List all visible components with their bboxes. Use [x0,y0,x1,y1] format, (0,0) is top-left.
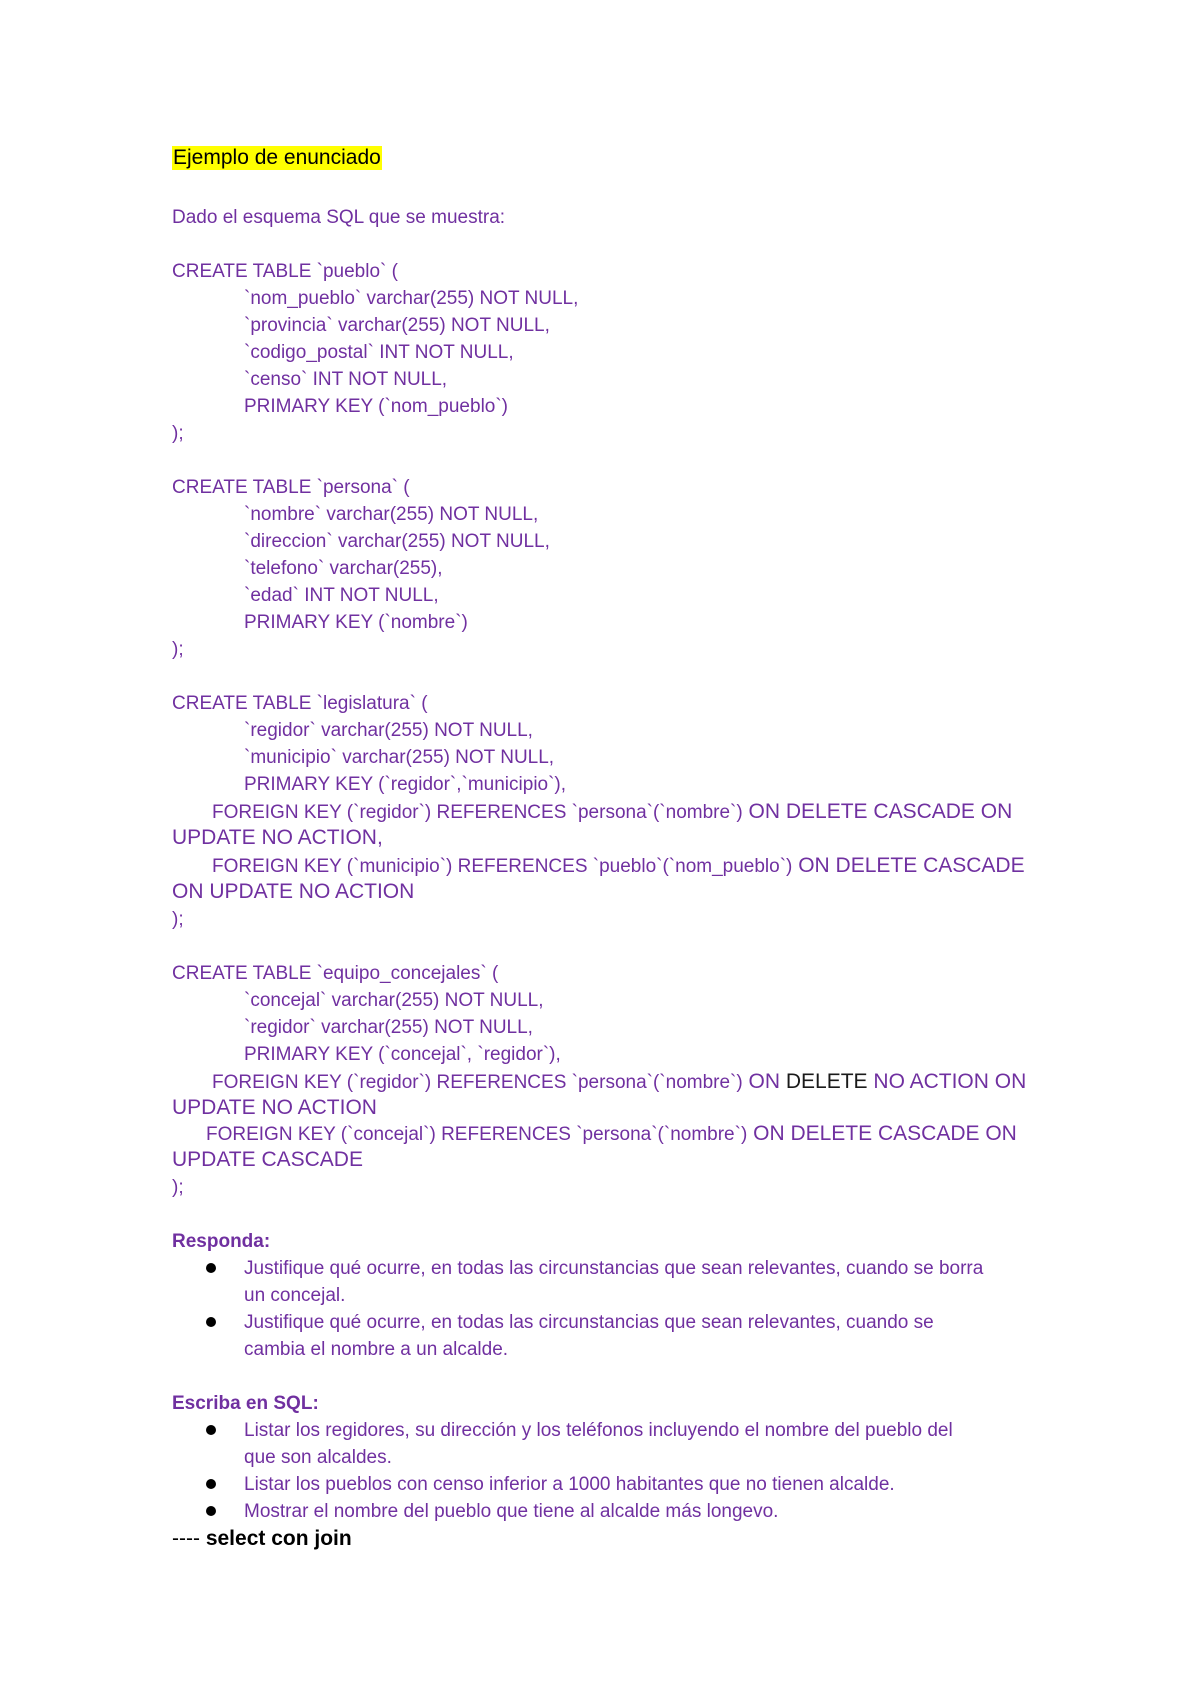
foreign-key-continuation: UPDATE NO ACTION, [172,826,383,849]
column-line: `edad` INT NOT NULL, [244,585,439,606]
bullet-icon [206,1506,216,1516]
list-item-continuation: que son alcaldes. [244,1447,392,1468]
table-close: ); [172,423,184,444]
bullet-icon [206,1317,216,1327]
table-close: ); [172,1177,184,1198]
list-item: Listar los regidores, su dirección y los teléfonos incluyendo el nombre del pueblo del [244,1420,953,1441]
primary-key-line: PRIMARY KEY (`nombre`) [244,612,468,633]
closing-note: ---- select con join [172,1527,352,1550]
list-item-continuation: cambia el nombre a un alcalde. [244,1339,509,1360]
foreign-key-continuation: UPDATE CASCADE [172,1148,363,1171]
foreign-key-line: FOREIGN KEY (`concejal`) REFERENCES `persona`(`nombre`) ON DELETE CASCADE ON [206,1122,1017,1145]
bullet-icon [206,1263,216,1273]
column-line: `nombre` varchar(255) NOT NULL, [244,504,539,525]
sql-heading: Escriba en SQL: [172,1393,319,1414]
foreign-key-line: FOREIGN KEY (`regidor`) REFERENCES `persona`(`nombre`) ON DELETE NO ACTION ON [212,1070,1027,1093]
column-line: `regidor` varchar(255) NOT NULL, [244,720,533,741]
bullet-icon [206,1479,216,1489]
document-title: Ejemplo de enunciado [173,146,381,169]
list-item: Justifique qué ocurre, en todas las circunstancias que sean relevantes, cuando se [244,1312,934,1333]
list-item-continuation: un concejal. [244,1285,346,1306]
create-table-legislatura: CREATE TABLE `legislatura` ( [172,693,428,714]
column-line: `direccion` varchar(255) NOT NULL, [244,531,550,552]
create-table-equipo-concejales: CREATE TABLE `equipo_concejales` ( [172,963,499,984]
table-close: ); [172,909,184,930]
column-line: `nom_pueblo` varchar(255) NOT NULL, [244,288,579,309]
primary-key-line: PRIMARY KEY (`nom_pueblo`) [244,396,509,417]
column-line: `provincia` varchar(255) NOT NULL, [244,315,550,336]
column-line: `municipio` varchar(255) NOT NULL, [244,747,555,768]
column-line: `concejal` varchar(255) NOT NULL, [244,990,544,1011]
foreign-key-line: FOREIGN KEY (`regidor`) REFERENCES `persona`(`nombre`) ON DELETE CASCADE ON [212,800,1013,823]
responda-heading: Responda: [172,1231,271,1252]
primary-key-line: PRIMARY KEY (`concejal`, `regidor`), [244,1044,561,1065]
column-line: `censo` INT NOT NULL, [244,369,448,390]
create-table-pueblo: CREATE TABLE `pueblo` ( [172,261,398,282]
foreign-key-line: FOREIGN KEY (`municipio`) REFERENCES `pueblo`(`nom_pueblo`) ON DELETE CASCADE [212,854,1025,877]
foreign-key-continuation: UPDATE NO ACTION [172,1096,377,1119]
create-table-persona: CREATE TABLE `persona` ( [172,477,410,498]
column-line: `regidor` varchar(255) NOT NULL, [244,1017,533,1038]
bullet-icon [206,1425,216,1435]
foreign-key-continuation: ON UPDATE NO ACTION [172,880,415,903]
column-line: `codigo_postal` INT NOT NULL, [244,342,514,363]
list-item: Mostrar el nombre del pueblo que tiene al alcalde más longevo. [244,1501,779,1522]
intro-text: Dado el esquema SQL que se muestra: [172,207,506,228]
primary-key-line: PRIMARY KEY (`regidor`,`municipio`), [244,774,567,795]
table-close: ); [172,639,184,660]
list-item: Listar los pueblos con censo inferior a 1000 habitantes que no tienen alcalde. [244,1474,895,1495]
column-line: `telefono` varchar(255), [244,558,443,579]
list-item: Justifique qué ocurre, en todas las circunstancias que sean relevantes, cuando se borra [244,1258,984,1279]
